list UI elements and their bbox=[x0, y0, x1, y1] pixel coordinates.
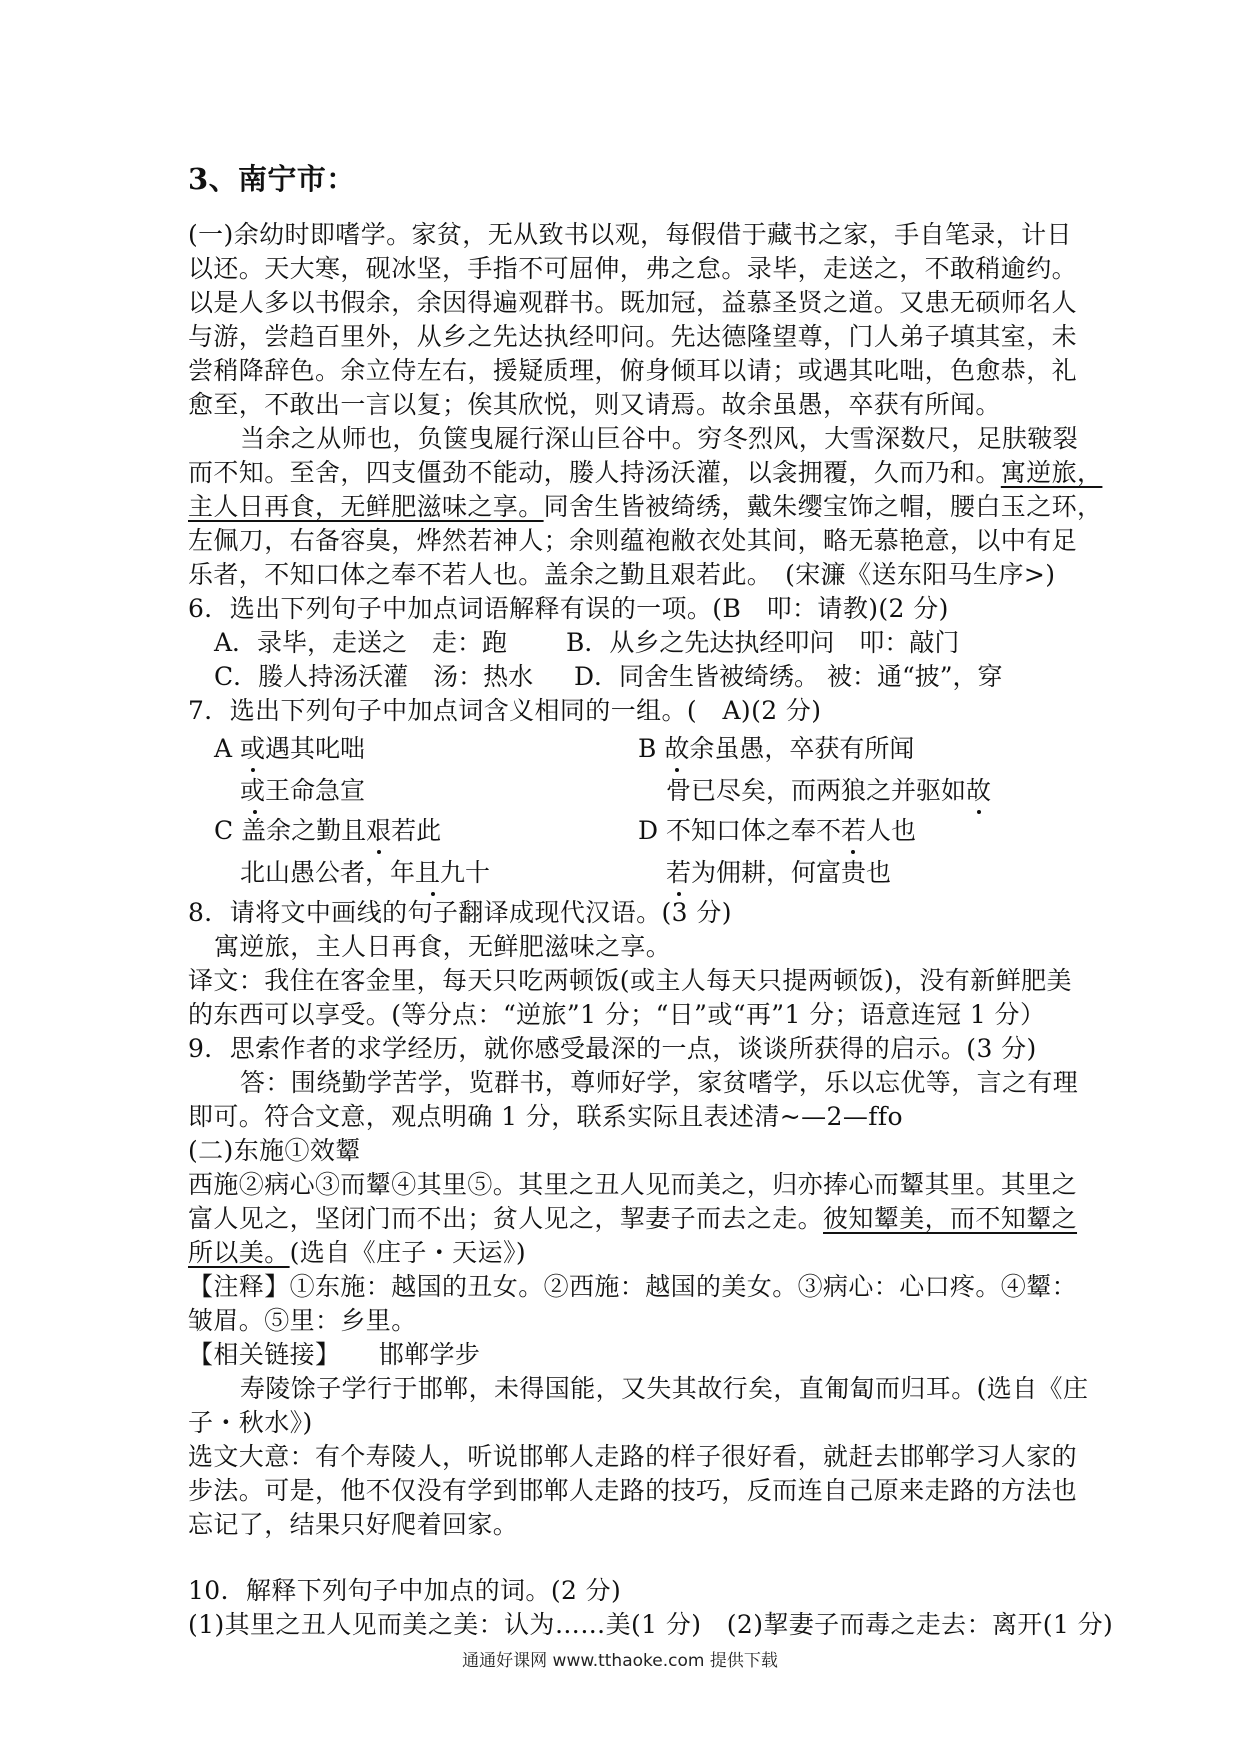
passage-source: (选自《庄子・天运》) bbox=[289, 1238, 527, 1267]
passage-text: 同舍生皆被绮绣，戴朱缨宝饰之帽，腰白玉之环， bbox=[543, 492, 1103, 521]
underlined-sentence: 寓逆旅， bbox=[1000, 458, 1103, 487]
passage-line bbox=[188, 1236, 526, 1270]
passage-line: 乐者，不知口体之奉不若人也。盖余之勤且艰若此。 (宋濂《送东阳马生序>) bbox=[188, 560, 1056, 589]
passage-2-title: (二)东施①效颦 bbox=[188, 1136, 361, 1165]
related-link-line: 子・秋水》) bbox=[188, 1408, 313, 1437]
passage-line: 当余之从师也，负箧曳屣行深山巨谷中。穷冬烈风，大雪深数尺，足肤皲裂 bbox=[240, 424, 1079, 453]
q7-option-a1: A 或遇其叱咄 bbox=[214, 734, 366, 763]
q7-option-a2: 或王命急宣 bbox=[240, 776, 366, 805]
passage-text: 富人见之，坚闭门而不出；贫人见之，挈妻子而去之走。 bbox=[188, 1204, 824, 1233]
note-line: 皱眉。⑤里：乡里。 bbox=[188, 1306, 417, 1335]
emphasis-dot bbox=[432, 890, 433, 891]
gist-line: 步法。可是，他不仅没有学到邯郸人走路的技巧，反而连自己原来走路的方法也 bbox=[188, 1476, 1078, 1505]
gist-line: 选文大意：有个寿陵人，听说邯郸人走路的样子很好看，就赶去邯郸学习人家的 bbox=[188, 1442, 1078, 1471]
passage-line: 左佩刀，右备容臭，烨然若神人；余则蕴袍敝衣处其间，略无慕艳意，以中有足 bbox=[188, 526, 1078, 555]
q7-option-d2: 若为佣耕，何富贵也 bbox=[666, 858, 892, 887]
passage-line: 与游，尝趋百里外，从乡之先达执经叩问。先达德隆望尊，门人弟子填其室，未 bbox=[188, 322, 1078, 351]
related-link-title: 【相关链接】 邯郸学步 bbox=[188, 1340, 481, 1369]
passage-line bbox=[188, 456, 1102, 490]
section-heading: 3、南宁市： bbox=[188, 162, 356, 196]
question-7-stem: 7．选出下列句子中加点词含义相同的一组。( A)(2 分) bbox=[188, 696, 822, 725]
gist-line: 忘记了，结果只好爬着回家。 bbox=[188, 1510, 519, 1539]
emphasis-dot bbox=[676, 766, 677, 767]
q8-sentence: 寓逆旅，主人日再食，无鲜肥滋味之享。 bbox=[214, 932, 672, 961]
q6-option-c: C．媵人持汤沃灌 汤：热水 bbox=[214, 662, 534, 691]
question-8-stem: 8．请将文中画线的句子翻译成现代汉语。(3 分) bbox=[188, 898, 732, 927]
related-link-line: 寿陵馀子学行于邯郸，未得国能，又失其故行矣，直匍匐而归耳。(选自《庄 bbox=[240, 1374, 1089, 1403]
q7-option-c2: 北山愚公者，年且九十 bbox=[240, 858, 491, 887]
q7-option-d1: D 不知口体之奉不若人也 bbox=[638, 816, 916, 845]
emphasis-dot bbox=[978, 808, 979, 809]
q8-answer-line: 的东西可以享受。(等分点：“逆旅”1 分；“日”或“再”1 分；语意连冠 1 分） bbox=[188, 1000, 1046, 1029]
underlined-sentence: 彼知颦美，而不知颦之 bbox=[823, 1204, 1078, 1233]
emphasis-dot bbox=[252, 766, 253, 767]
passage-line bbox=[188, 490, 1102, 524]
q7-option-b1: B 故余虽愚，卒获有所闻 bbox=[638, 734, 915, 763]
q10-answer: (1)其里之丑人见而美之美：认为……美(1 分) (2)挈妻子而毒之走去：离开(1 分) bbox=[188, 1610, 1114, 1639]
passage-line bbox=[188, 1202, 1077, 1236]
passage-line: 以是人多以书假余，余因得遍观群书。既加冠，益慕圣贤之道。又患无硕师名人 bbox=[188, 288, 1078, 317]
underlined-sentence: 所以美。 bbox=[188, 1238, 290, 1267]
q9-answer-line: 答：围绕勤学苦学，览群书，尊师好学，家贫嗜学，乐以忘优等，言之有理 bbox=[240, 1068, 1079, 1097]
page-footer: 通通好课网 www.tthaoke.com 提供下载 bbox=[462, 1651, 778, 1671]
q6-option-d: D．同舍生皆被绮绣。 被：通“披”，穿 bbox=[574, 662, 1003, 691]
question-10-stem: 10．解释下列句子中加点的词。(2 分) bbox=[188, 1576, 622, 1605]
q6-option-b: B．从乡之先达执经叩问 叩：敲门 bbox=[566, 628, 960, 657]
note-line: 【注释】①东施：越国的丑女。②西施：越国的美女。③病心：心口疼。④颦： bbox=[188, 1272, 1078, 1301]
underlined-sentence: 主人日再食，无鲜肥滋味之享。 bbox=[188, 492, 544, 521]
emphasis-dot bbox=[254, 808, 255, 809]
passage-line: (一)余幼时即嗜学。家贫，无从致书以观，每假借于藏书之家，手自笔录，计日 bbox=[188, 220, 1072, 249]
passage-line: 愈至，不敢出一言以复；俟其欣悦，则又请焉。故余虽愚，卒获有所闻。 bbox=[188, 390, 1001, 419]
question-6-stem: 6．选出下列句子中加点词语解释有误的一项。(B 叩：请教)(2 分) bbox=[188, 594, 949, 623]
passage-line: 尝稍降辞色。余立侍左右，援疑质理，俯身倾耳以请；或遇其叱咄，色愈恭，礼 bbox=[188, 356, 1078, 385]
q7-option-c1: C 盖余之勤且艰若此 bbox=[214, 816, 442, 845]
passage-text: 而不知。至舍，四支僵劲不能动，媵人持汤沃灌，以衾拥覆，久而乃和。 bbox=[188, 458, 1001, 487]
emphasis-dot bbox=[852, 848, 853, 849]
q6-option-a: A．录毕，走送之 走：跑 bbox=[214, 628, 508, 657]
q7-option-b2: 骨已尽矣，而两狼之并驱如故 bbox=[666, 776, 992, 805]
passage-line: 西施②病心③而颦④其里⑤。其里之丑人见而美之，归亦捧心而颦其里。其里之 bbox=[188, 1170, 1078, 1199]
question-9-stem: 9．思索作者的求学经历，就你感受最深的一点，谈谈所获得的启示。(3 分) bbox=[188, 1034, 1037, 1063]
emphasis-dot bbox=[378, 848, 379, 849]
emphasis-dot bbox=[678, 890, 679, 891]
passage-line: 以还。天大寒，砚冰坚，手指不可屈伸，弗之怠。录毕，走送之，不敢稍逾约。 bbox=[188, 254, 1078, 283]
q8-answer-line: 译文：我住在客金里，每天只吃两顿饭(或主人每天只提两顿饭)，没有新鲜肥美 bbox=[188, 966, 1072, 995]
q9-answer-line: 即可。符合文意，观点明确 1 分，联系实际且表述清~—2—ffo bbox=[188, 1102, 904, 1131]
